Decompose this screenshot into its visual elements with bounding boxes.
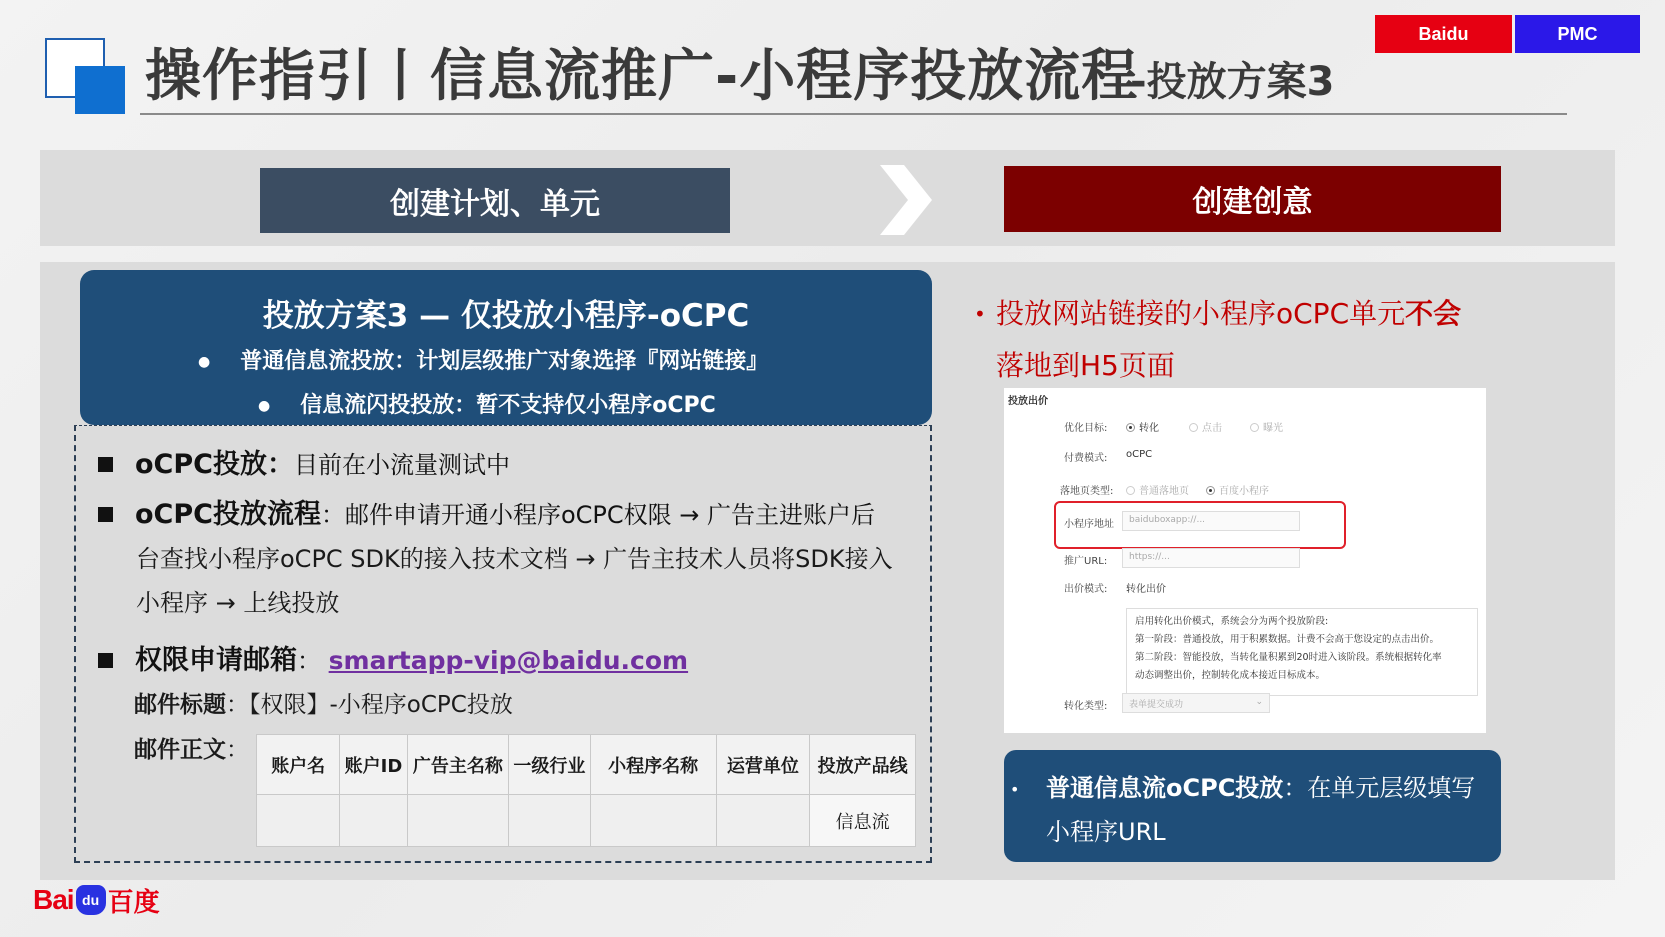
title-divider — [140, 113, 1567, 115]
mail-body-table — [256, 734, 916, 847]
radio-icon — [1189, 423, 1198, 432]
ocpc-url-note-box — [1004, 750, 1501, 862]
table-header: 账户ID — [340, 735, 407, 795]
opt-radio-conversion[interactable]: 转化 — [1126, 419, 1159, 434]
table-header: 账户名 — [257, 735, 340, 795]
pay-mode-value: oCPC — [1126, 449, 1153, 460]
table-cell — [716, 795, 810, 847]
app-address-label: 小程序地址 — [1064, 519, 1114, 530]
landing-radio-normal[interactable]: 普通落地页 — [1126, 482, 1189, 497]
table-cell — [257, 795, 340, 847]
mail-body-label: 邮件正文： — [134, 737, 249, 763]
ocpc-flow-text-line2: 台查找小程序oCPC SDK的接入技术文档 → 广告主技术人员将SDK接入 — [136, 545, 893, 573]
bullet-dot-icon: • — [974, 302, 986, 326]
table-row — [257, 795, 916, 847]
page-title: 操作指引丨信息流推广-小程序投放流程 — [145, 44, 1139, 109]
chevron-right-icon — [880, 165, 932, 235]
radio-icon — [1250, 423, 1259, 432]
ocpc-flow-text-line3: 小程序 → 上线投放 — [136, 589, 340, 617]
table-header: 小程序名称 — [590, 735, 716, 795]
ocpc-url-note-line2: 小程序URL — [1046, 818, 1166, 846]
square-bullet-icon — [98, 457, 113, 472]
table-header: 广告主名称 — [407, 735, 509, 795]
table-header: 运营单位 — [716, 735, 810, 795]
page-subtitle: -投放方案3 — [1130, 59, 1335, 105]
opt-radio-click[interactable]: 点击 — [1189, 419, 1222, 434]
bid-description-box: 启用转化出价模式，系统会分为两个投放阶段: 第一阶段：普通投放，用于积累数据。计费不会高于您设定的点击出价。 第二阶段：智能投放，当转化量积累到20时进入该阶段。系统根据转化率 动态调整出价，控制转化成本接近目标成本。 — [1126, 608, 1478, 696]
bullet-dot-icon: ● — [198, 354, 211, 370]
table-cell — [340, 795, 407, 847]
chevron-down-icon: ⌄ — [1255, 697, 1263, 707]
ocpc-url-note-line1: 普通信息流oCPC投放：在单元层级填写 — [1046, 774, 1476, 802]
permission-email-bullet: 权限申请邮箱： smartapp-vip@baidu.com — [98, 639, 688, 683]
promo-url-label: 推广URL: — [1064, 556, 1108, 567]
step-create-plan-unit: 创建计划、单元 — [260, 168, 730, 233]
opt-target-label: 优化目标: — [1064, 423, 1108, 434]
table-cell: 信息流 — [810, 795, 916, 847]
ocpc-status-bullet: oCPC投放：目前在小流量测试中 — [98, 443, 510, 487]
table-cell — [509, 795, 590, 847]
mail-subject: 邮件标题：【权限】-小程序oCPC投放 — [134, 692, 513, 718]
radio-selected-icon — [1206, 486, 1215, 495]
opt-radio-exposure[interactable]: 曝光 — [1250, 419, 1283, 434]
pay-mode-label: 付费模式: — [1064, 453, 1108, 464]
ocpc-flow-bullet: oCPC投放流程：邮件申请开通小程序oCPC权限 → 广告主进账户后 — [98, 493, 908, 537]
plan-bullet: ● 普通信息流投放：计划层级推广对象选择『网站链接』 — [198, 349, 769, 374]
bid-settings-screenshot — [1004, 388, 1486, 733]
baidu-paw-icon: du — [76, 885, 106, 915]
radio-selected-icon — [1126, 423, 1135, 432]
baidu-logo: Bai du 百度 — [33, 884, 160, 917]
plan-bullet: ● 信息流闪投投放：暂不支持仅小程序oCPC — [258, 393, 716, 418]
step-create-creative: 创建创意 — [1004, 166, 1501, 232]
table-header: 投放产品线 — [810, 735, 916, 795]
landing-radio-smartapp[interactable]: 百度小程序 — [1206, 482, 1269, 497]
form-section-title: 投放出价 — [1008, 396, 1048, 407]
email-link[interactable]: smartapp-vip@baidu.com — [328, 646, 689, 675]
promo-url-input[interactable]: https://... — [1122, 548, 1300, 568]
bid-mode-label: 出价模式: — [1064, 584, 1108, 595]
logo-square-fill — [75, 66, 125, 114]
radio-icon — [1126, 486, 1135, 495]
table-cell — [590, 795, 716, 847]
square-bullet-icon — [98, 507, 113, 522]
bullet-dot-icon: ● — [258, 398, 271, 414]
bid-mode-value: 转化出价 — [1126, 584, 1166, 595]
conversion-type-select[interactable]: 表单提交成功 ⌄ — [1122, 693, 1270, 713]
pmc-tag: PMC — [1515, 15, 1640, 53]
app-address-input[interactable]: baiduboxapp://... — [1122, 511, 1300, 531]
baidu-tag: Baidu — [1375, 15, 1512, 53]
h5-warning-bullet: • 投放网站链接的小程序oCPC单元不会 落地到H5页面 — [996, 288, 1516, 392]
plan-title: 投放方案3 — 仅投放小程序-oCPC — [262, 298, 750, 334]
table-header: 一级行业 — [509, 735, 590, 795]
conversion-type-label: 转化类型: — [1064, 701, 1108, 712]
landing-type-label: 落地页类型: — [1060, 486, 1114, 497]
square-bullet-icon — [98, 653, 113, 668]
table-cell — [407, 795, 509, 847]
bullet-dot-icon: • — [1010, 780, 1020, 799]
plan-header-box — [80, 270, 932, 425]
